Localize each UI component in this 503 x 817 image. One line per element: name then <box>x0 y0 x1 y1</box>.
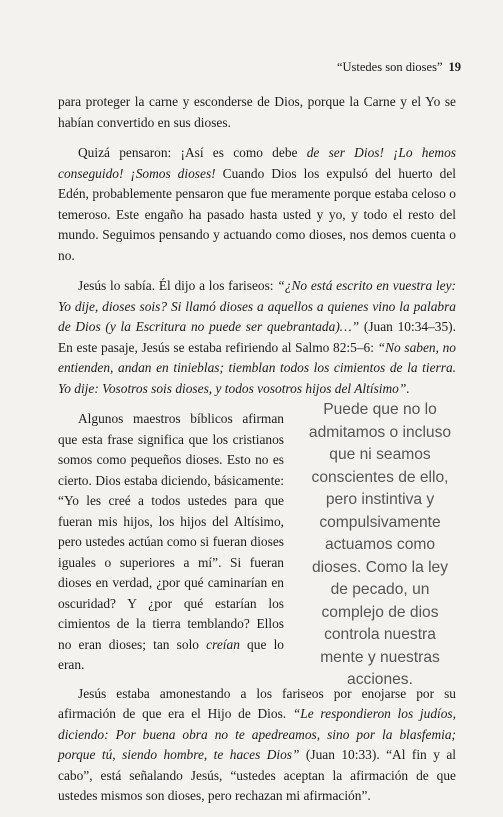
text-run: (Juan 10:33). “Al fin y al cabo”, está señalando Jesús, “ustedes aceptan la afirmación de que ustedes mismos son dioses, pero rechazan mi afirmación”. <box>58 747 456 803</box>
italic-run: “No saben, no entienden, andan en tinieblas; tiemblan todos los cimientos de la tierra. Yo dije: Vosotros sois dioses, y todos vosotros hijos del Altísimo”. <box>58 339 457 396</box>
running-title: “Ustedes son dioses” <box>336 60 443 74</box>
text-run: que lo eran. <box>58 636 284 672</box>
text-run: Algunos maestros bíblicos afirman que esta frase significa que los cristianos somos como pequeños dioses. Esto no es cierto. Dios estaba diciendo, básicamente: “Yo les creé a todos ustedes para que fueran mis hijos, los hijos del Altísimo, pero ustedes actúan como si fueran dioses iguales o superiores a mí”. Si fueran dioses en verdad, ¿por qué caminarían en oscuridad? Y ¿por qué estarían los cimientos de la tierra temblando? Ellos no eran dioses; tan solo <box>58 411 284 652</box>
running-head <box>337 60 461 75</box>
paragraph-4 <box>58 409 284 676</box>
text-run: Jesús estaba amonestando a los fariseos por enojarse por su afirmación de que era el Hijo de Dios. <box>58 685 456 721</box>
italic-run: “Le respondieron los judíos, diciendo: Por buena obra no te apedreamos, sino por la blasfemia; porque tú, siendo hombre, te haces Dios” <box>58 706 456 762</box>
pull-quote: Puede que no lo admitamos o incluso que ni seamos conscientes de ello, pero instintiva y compulsivamente actuamos como dioses. Como la ley de pecado, un complejo de dios controla nuestra mente y nuestras acciones. <box>308 401 452 688</box>
paragraph-3 <box>58 276 456 399</box>
paragraph-5 <box>58 684 456 807</box>
italic-run: creían <box>206 636 240 652</box>
text-run: Quizá pensaron: ¡Así es como debe <box>78 145 307 160</box>
page-number: 19 <box>448 60 461 74</box>
text-run: Cuando Dios los expulsó del huerto del Edén, probablemente pensaron que fue meramente porque estaba celoso o temeroso. Este engaño ha pasado hasta usted y yo, y todo el resto del mundo. Seguimos pensando y actuando como dioses, nos demos cuenta o no. <box>58 165 456 263</box>
italic-run: “¿No está escrito en vuestra ley: Yo dije, dioses sois? Si llamó dioses a aquellos a quienes vino la palabra de Dios (y la Escritura no puede ser quebrantada)…” <box>58 278 457 334</box>
left-column <box>58 409 284 676</box>
text-run: (Juan 10:34–35). En este pasaje, Jesús se estaba refiriendo al Salmo 82:5–6: <box>58 319 456 355</box>
paragraph-1: para proteger la carne y esconderse de Dios, porque la Carne y el Yo se habían convertido en sus dioses. <box>58 94 456 130</box>
paragraph-2 <box>58 143 456 266</box>
text-run: Jesús lo sabía. Él dijo a los fariseos: <box>78 278 278 293</box>
italic-run: de ser Dios! ¡Lo hemos conseguido! ¡Somos dioses! <box>58 145 456 181</box>
